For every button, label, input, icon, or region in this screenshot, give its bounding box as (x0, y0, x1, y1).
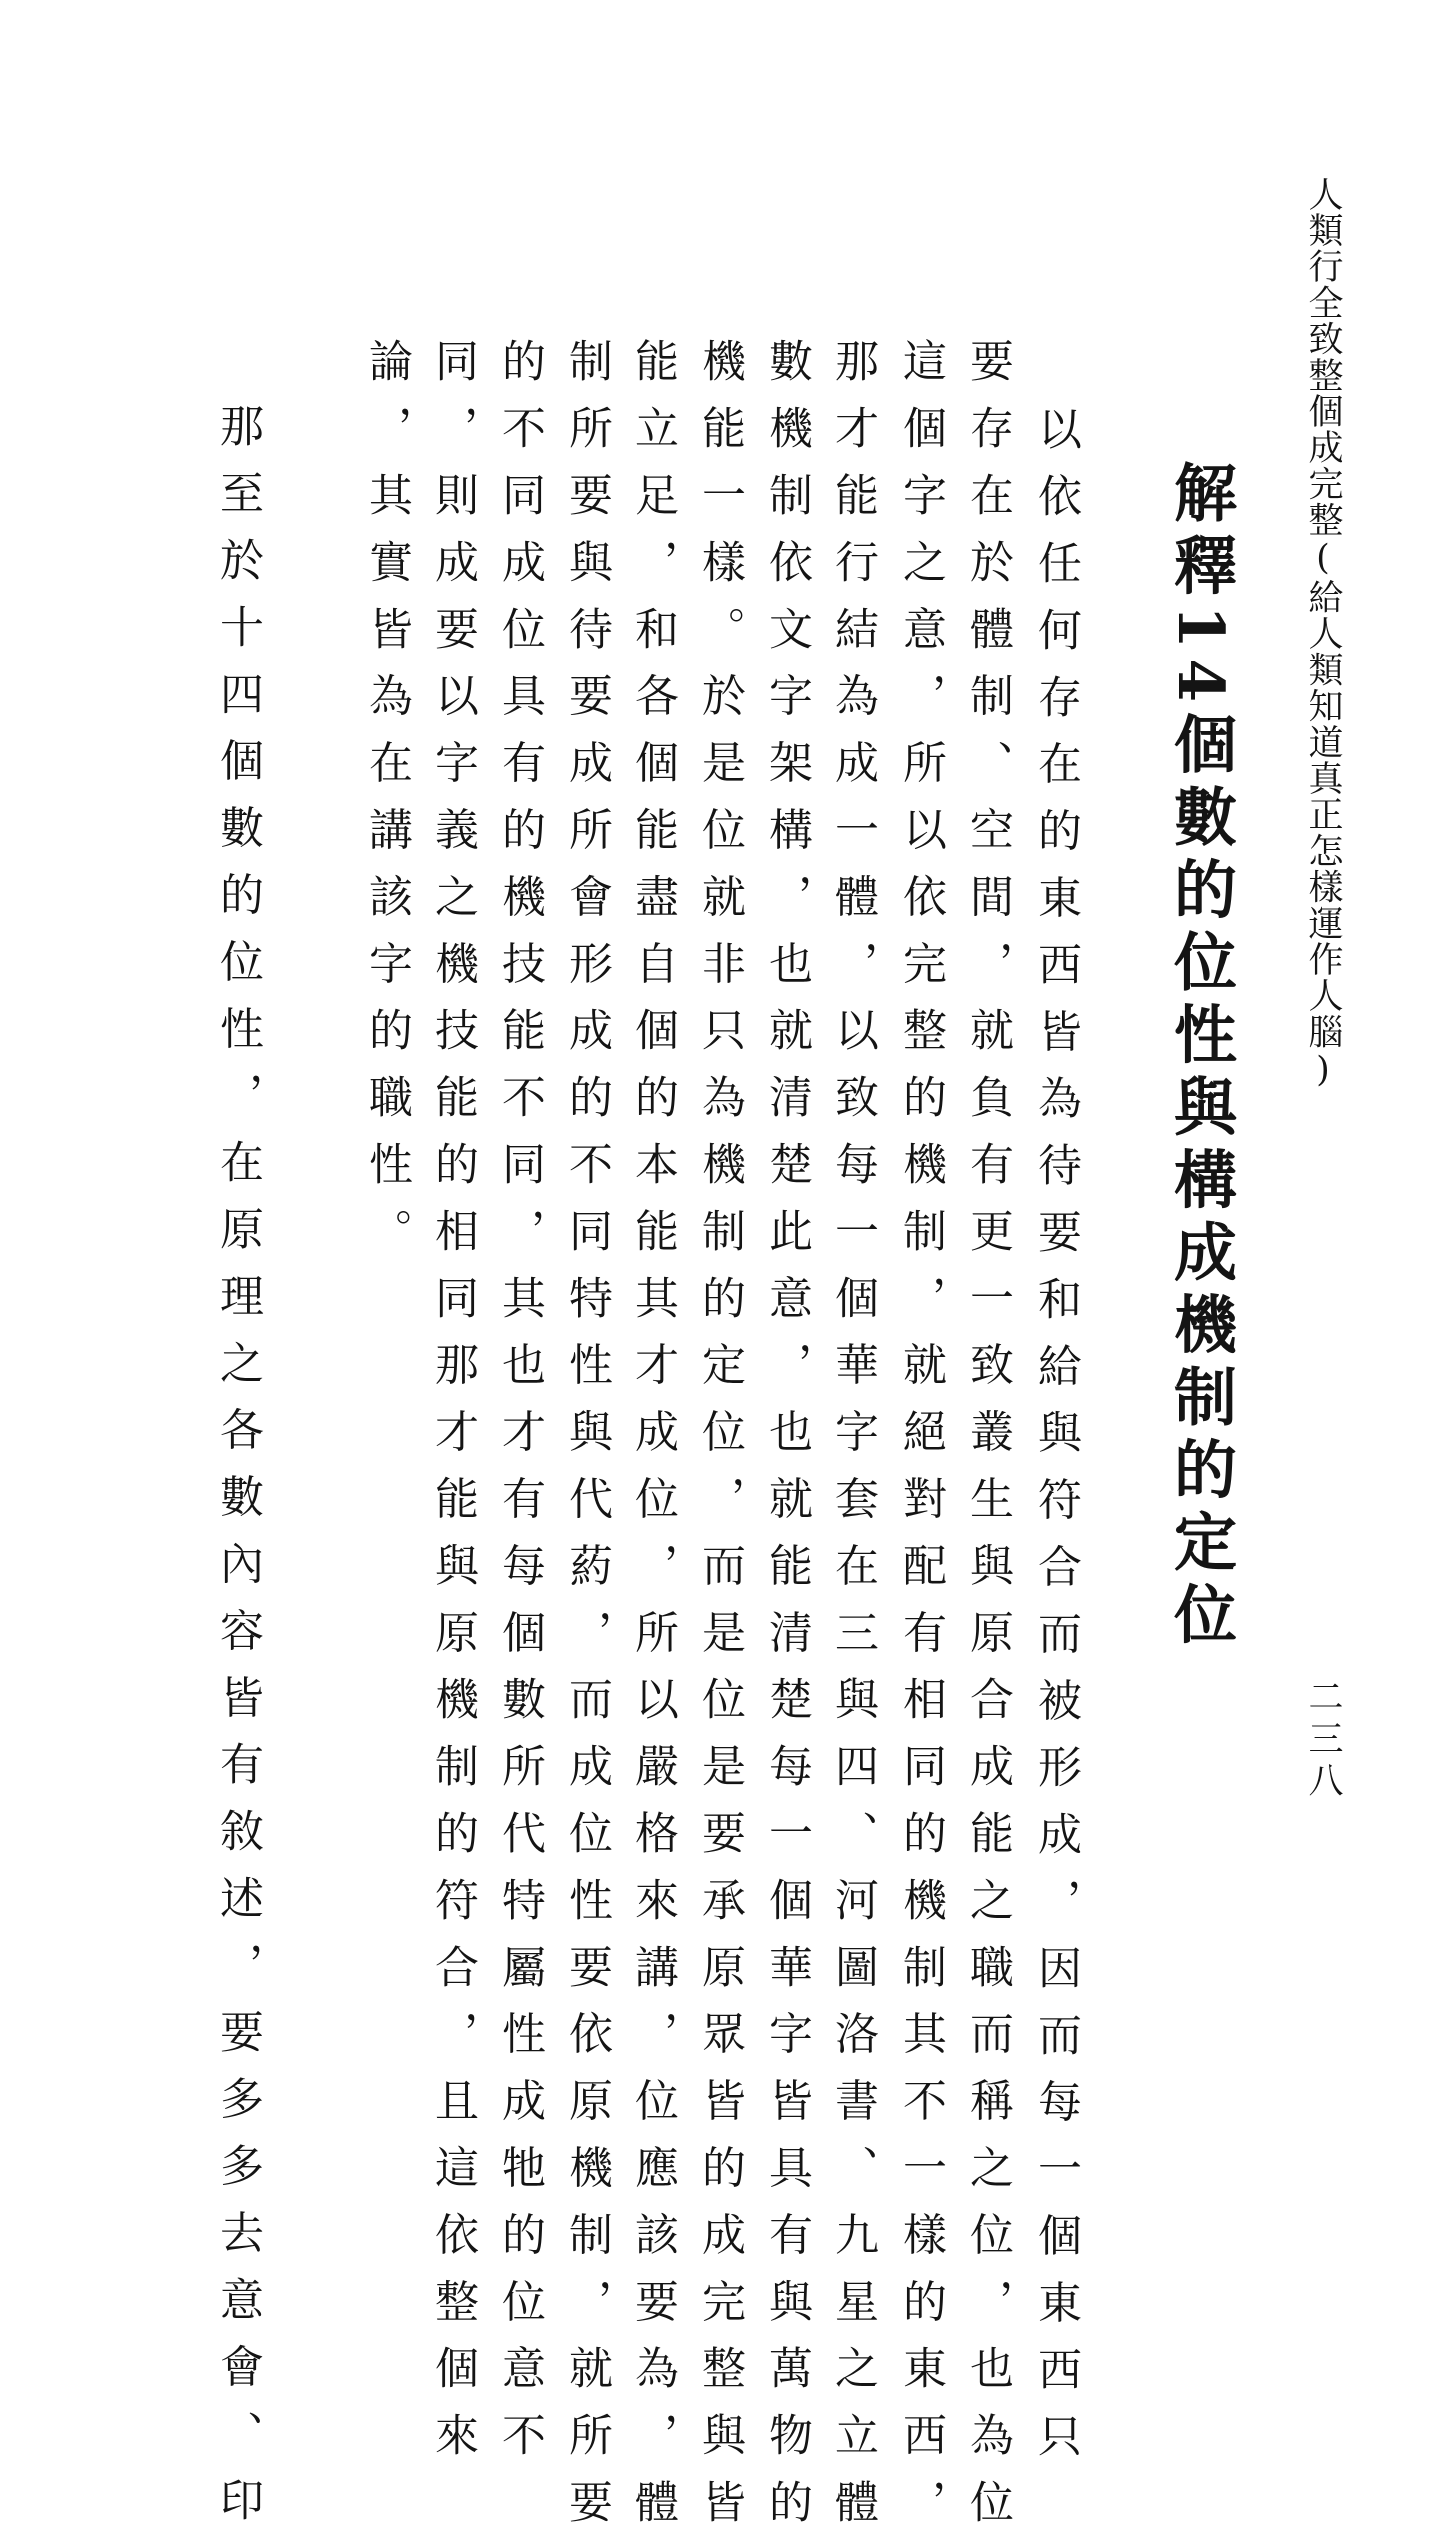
body-line: 能立足，和各個能盡自個的本能其才成位，所以嚴格來講，位應該要為，體 (627, 338, 678, 2546)
body-line: 論，其實皆為在講該字的職性。 (361, 338, 412, 1275)
section-heading-number: 14 (1164, 605, 1238, 712)
body-line: 的不同成位具有的機技能不同，其也才有每個數所代特屬性成牠的位意不 (494, 338, 545, 2479)
body-line: 以依任何存在的東西皆為待要和給與符合而被形成，因而每一個東西只 (1030, 406, 1081, 2480)
section-heading (1163, 460, 1239, 1654)
body-line: 那才能行結為成一體，以致每一個華字套在三與四、河圖洛書、九星之立體 (827, 338, 878, 2546)
next-paragraph-line: 那至於十四個數的位性，在原理之各數內容皆有敘述，要多多去意會、印 (212, 403, 263, 2544)
body-line: 機能一樣。於是位就非只為機制的定位，而是位是要承原眾皆的成完整與皆 (694, 338, 745, 2546)
page-number: 二三八 (1303, 1678, 1343, 1804)
running-header: 人類行全致整個成完整(給人類知道真正怎樣運作人腦) (1303, 176, 1343, 1091)
body-line: 同，則成要以字義之機技能的相同那才能與原機制的符合，且這依整個來 (427, 338, 478, 2479)
body-line: 數機制依文字架構，也就清楚此意，也就能清楚每一個華字皆具有與萬物的 (761, 338, 812, 2546)
body-line: 要存在於體制、空間，就負有更一致叢生與原合成能之職而稱之位，也為位 (962, 338, 1013, 2546)
section-heading-rest: 個數的位性與構成機制的定位 (1164, 711, 1238, 1655)
body-line: 制所要與待要成所會形成的不同特性與代葯，而成位性要依原機制，就所要 (561, 338, 612, 2546)
body-line: 這個字之意，所以依完整的機制，就絕對配有相同的機制其不一樣的東西， (895, 338, 946, 2546)
section-heading-lead: 解釋 (1164, 460, 1238, 605)
